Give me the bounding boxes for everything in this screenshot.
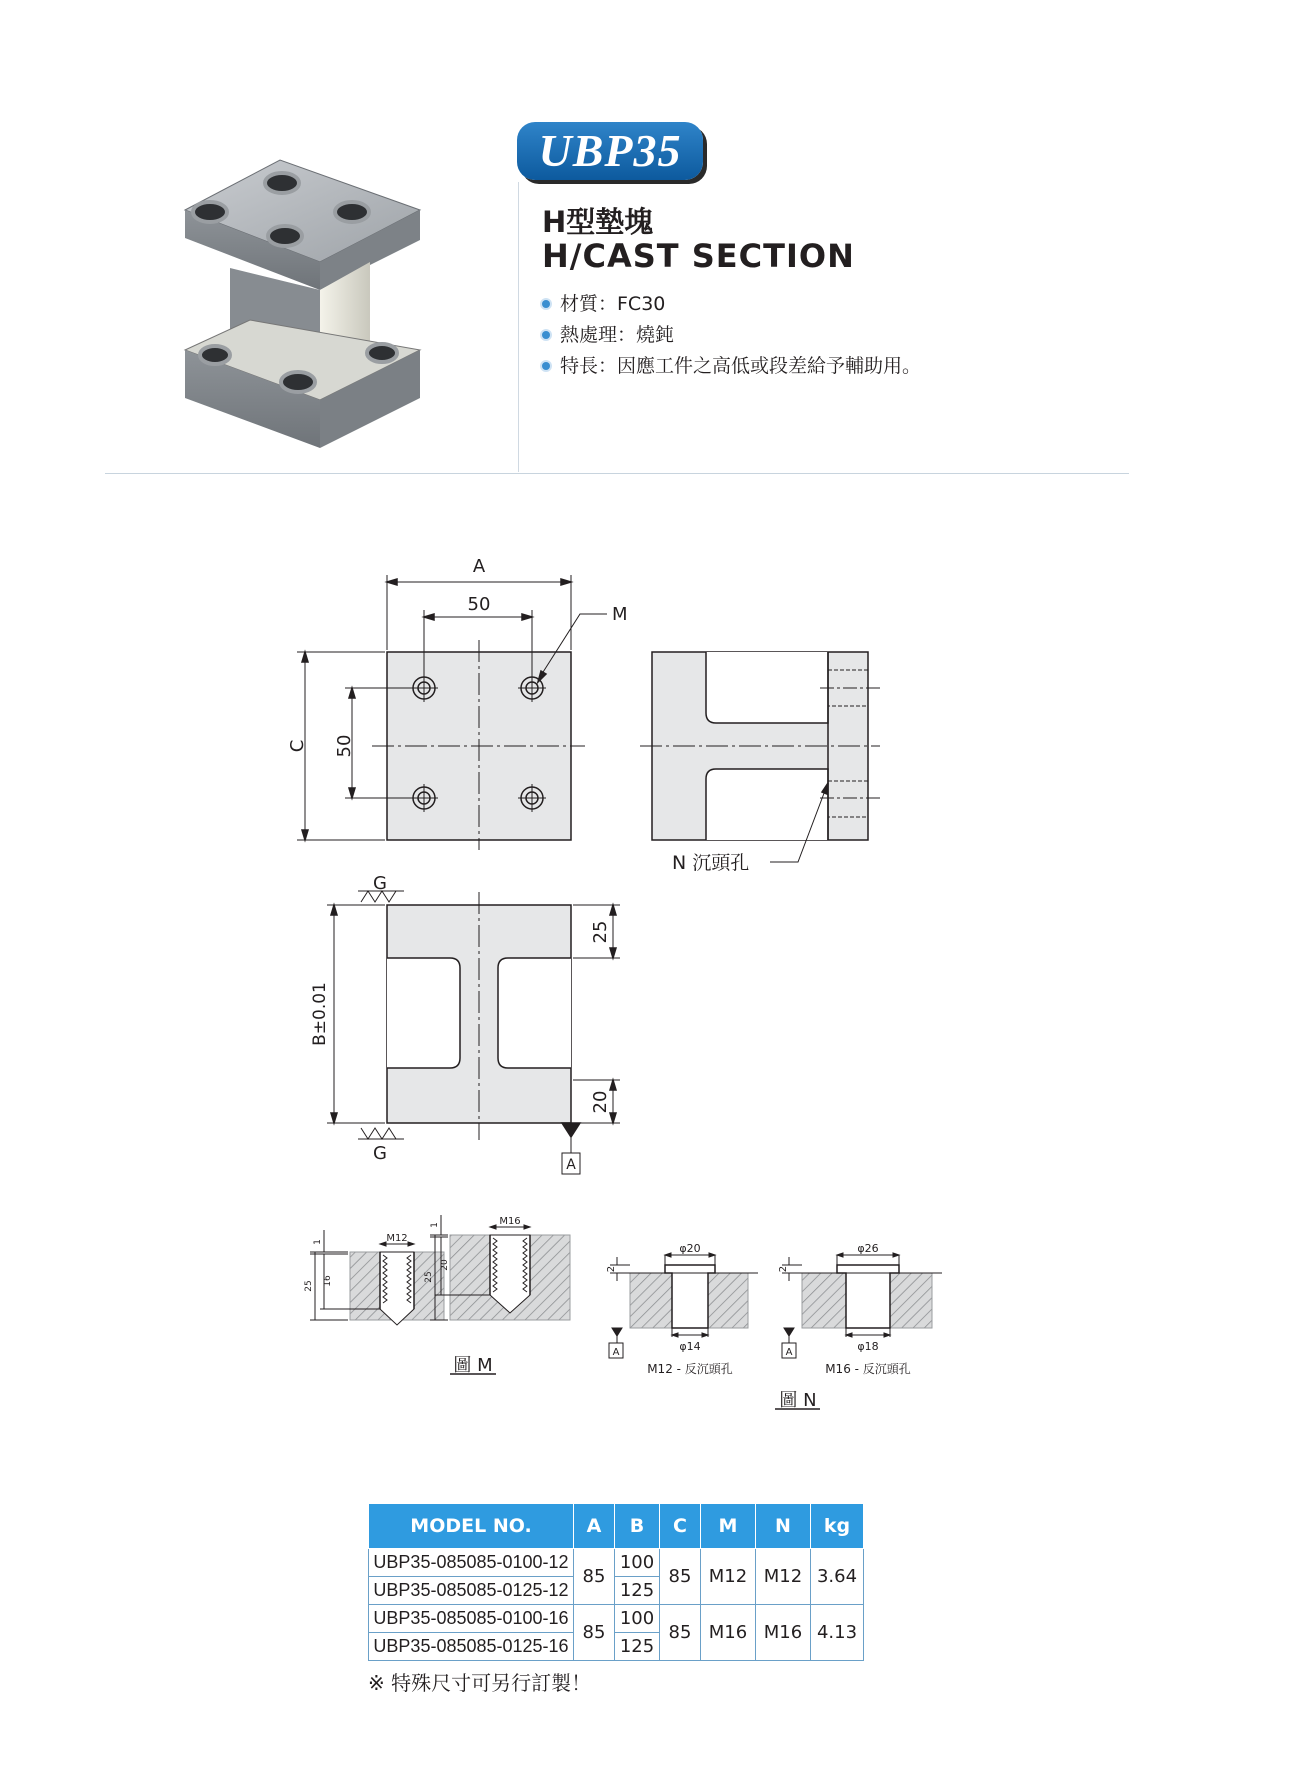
dimension-25-label: 25 <box>590 920 611 944</box>
dimension-b-label: B±0.01 <box>310 982 330 1046</box>
n-m12-top-diameter: φ20 <box>679 1242 701 1255</box>
label-g-bottom: G <box>373 1143 387 1164</box>
cell-b: 100 <box>615 1549 660 1577</box>
bullet-icon <box>542 362 550 370</box>
feature-text: 特長：因應工件之高低或段差給予輔助用。 <box>560 355 922 377</box>
n-m16-datum: A <box>785 1347 793 1358</box>
cell-n: M12 <box>756 1549 811 1605</box>
dimension-c-label: C <box>287 739 308 753</box>
bullet-icon <box>542 331 550 339</box>
cell-kg: 3.64 <box>811 1549 864 1605</box>
cell-kg: 4.13 <box>811 1605 864 1661</box>
label-n-counterbore: N 沉頭孔 <box>672 852 750 874</box>
n-m12-label: M12 - 反沉頭孔 <box>647 1362 733 1376</box>
model-cell: UBP35-085085-0100-12 <box>369 1549 574 1577</box>
cell-n: M16 <box>756 1605 811 1661</box>
cell-a: 85 <box>574 1549 615 1605</box>
title-english: H/CAST SECTION <box>542 237 855 275</box>
header-a: A <box>574 1504 615 1549</box>
bullet-icon <box>542 300 550 308</box>
dimension-50-top-label: 50 <box>467 594 491 615</box>
feature-text: 熱處理：燒鈍 <box>560 324 675 346</box>
n-m12-depth: 2 <box>606 1265 617 1273</box>
detail-n-caption: 圖 N <box>779 1390 817 1411</box>
dimension-20-label: 20 <box>590 1090 611 1114</box>
header-c: C <box>660 1504 701 1549</box>
technical-drawing <box>0 540 1304 1180</box>
custom-order-note: ※ 特殊尺寸可另行訂製！ <box>368 1671 592 1695</box>
feature-text: 材質：FC30 <box>560 293 666 315</box>
cell-m: M16 <box>701 1605 756 1661</box>
cell-a: 85 <box>574 1605 615 1661</box>
n-m16-top-diameter: φ26 <box>857 1242 879 1255</box>
header-model-no: MODEL NO. <box>369 1504 574 1549</box>
m12-depth-16: 16 <box>323 1275 333 1287</box>
m16-depth-25: 25 <box>424 1271 434 1283</box>
cell-b: 125 <box>615 1577 660 1605</box>
n-m16-label: M16 - 反沉頭孔 <box>825 1362 911 1376</box>
m16-depth-20: 20 <box>440 1259 450 1271</box>
cell-b: 125 <box>615 1633 660 1661</box>
table-header-row <box>369 1504 864 1549</box>
product-photo <box>170 150 440 460</box>
header-divider-horizontal <box>105 473 1129 474</box>
dimension-50-side-label: 50 <box>334 734 355 758</box>
cell-m: M12 <box>701 1549 756 1605</box>
title-chinese: H型墊塊 <box>542 205 654 239</box>
spec-table <box>368 1503 864 1661</box>
model-cell: UBP35-085085-0125-16 <box>369 1633 574 1661</box>
header-b: B <box>615 1504 660 1549</box>
m12-depth-1: 1 <box>313 1239 323 1245</box>
dimension-a-label: A <box>472 556 486 577</box>
m16-depth-1: 1 <box>430 1222 440 1228</box>
n-m16-bottom-diameter: φ18 <box>857 1340 879 1353</box>
feature-characteristics <box>542 351 921 378</box>
label-m: M <box>612 604 628 625</box>
header-kg: kg <box>811 1504 864 1549</box>
cell-b: 100 <box>615 1605 660 1633</box>
n-m16-depth: 2 <box>778 1265 789 1273</box>
n-m12-datum: A <box>612 1347 620 1358</box>
header-n: N <box>756 1504 811 1549</box>
datum-a-label: A <box>566 1157 576 1173</box>
feature-heat-treatment <box>542 320 674 347</box>
detail-drawings <box>290 1215 970 1425</box>
table-row <box>369 1605 864 1633</box>
m12-depth-25: 25 <box>304 1280 314 1292</box>
product-code-badge: UBP35 <box>517 122 703 180</box>
detail-m-caption: 圖 M <box>453 1355 493 1376</box>
label-g-top: G <box>373 873 387 894</box>
model-cell: UBP35-085085-0125-12 <box>369 1577 574 1605</box>
header-m: M <box>701 1504 756 1549</box>
model-cell: UBP35-085085-0100-16 <box>369 1605 574 1633</box>
m16-label: M16 <box>499 1216 521 1227</box>
n-m12-bottom-diameter: φ14 <box>679 1340 701 1353</box>
feature-material <box>542 289 665 316</box>
cell-c: 85 <box>660 1549 701 1605</box>
table-row <box>369 1549 864 1577</box>
header-divider-vertical <box>518 182 519 472</box>
cell-c: 85 <box>660 1605 701 1661</box>
m12-label: M12 <box>386 1233 408 1244</box>
